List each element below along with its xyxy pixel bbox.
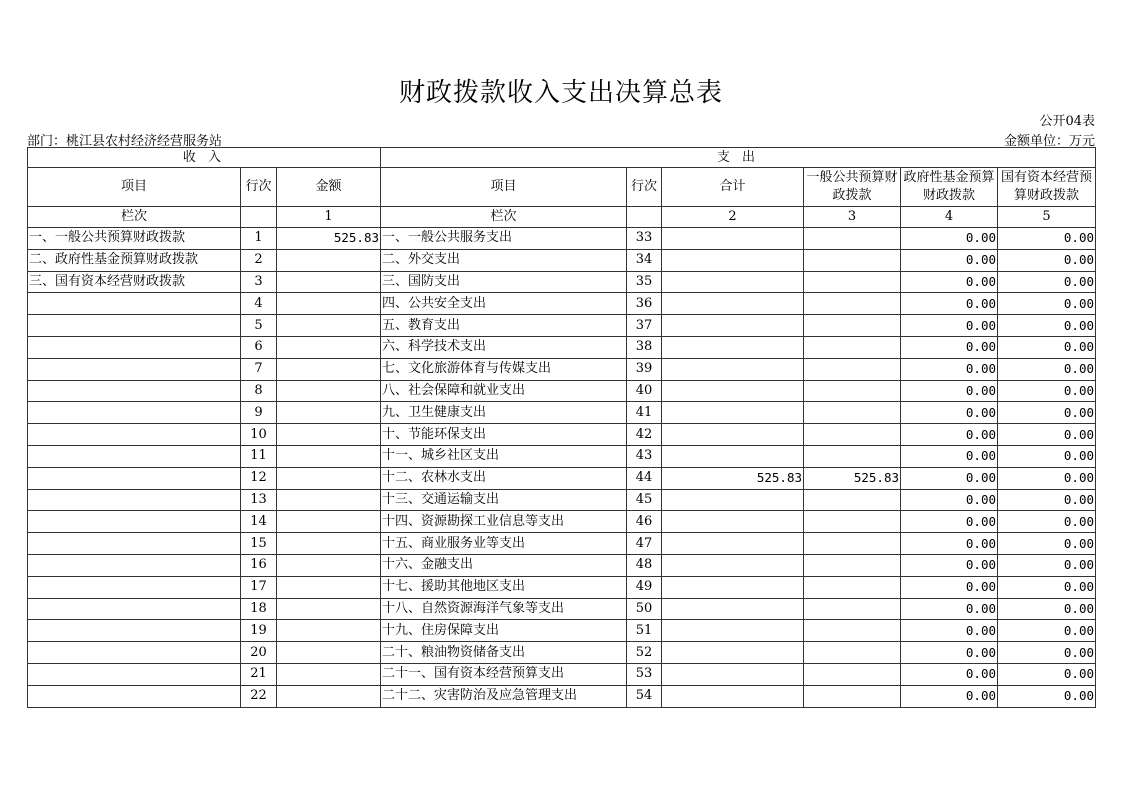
income-row-number: 14 [241,511,277,533]
state-capital-amount: 0.00 [998,598,1096,620]
income-row-number: 18 [241,598,277,620]
fund-budget-amount: 0.00 [901,467,998,489]
state-capital-amount: 0.00 [998,533,1096,555]
state-capital-amount: 0.00 [998,576,1096,598]
general-budget-amount [804,576,901,598]
state-capital-amount: 0.00 [998,336,1096,358]
income-item [28,642,241,664]
fund-budget-amount: 0.00 [901,402,998,424]
expense-row-number: 45 [627,489,662,511]
expense-total [662,249,804,271]
income-item: 三、国有资本经营财政拨款 [28,271,241,293]
general-budget-amount [804,533,901,555]
expense-total [662,533,804,555]
state-capital-amount: 0.00 [998,424,1096,446]
income-row-number: 17 [241,576,277,598]
expense-row-number: 46 [627,511,662,533]
income-row-number: 2 [241,249,277,271]
amount-unit-label: 金额单位：万元 [1003,134,1095,149]
expense-item: 十一、城乡社区支出 [381,445,627,467]
expense-item: 三、国防支出 [381,271,627,293]
income-item [28,554,241,576]
state-capital-amount: 0.00 [998,249,1096,271]
expense-row-number: 44 [627,467,662,489]
expense-row-number: 34 [627,249,662,271]
state-capital-amount: 0.00 [998,358,1096,380]
expense-item: 四、公共安全支出 [381,293,627,315]
income-item [28,424,241,446]
income-row-number: 13 [241,489,277,511]
table-row [28,358,1096,380]
expense-total [662,315,804,337]
state-capital-amount: 0.00 [998,663,1096,685]
column-index-row [28,207,1096,228]
general-budget-amount [804,663,901,685]
income-item [28,380,241,402]
department-label: 部门：桃江县农村经济经营服务站 [27,134,223,149]
table-row [28,249,1096,271]
index-3: 3 [804,207,901,228]
expense-item: 八、社会保障和就业支出 [381,380,627,402]
fund-budget-amount: 0.00 [901,315,998,337]
income-amount [277,511,381,533]
table-row [28,533,1096,555]
col-header-total: 合计 [662,168,804,207]
col-header-state-capital: 国有资本经营预算财政拨款 [998,168,1096,207]
expense-total [662,380,804,402]
col-header-expense-row: 行次 [627,168,662,207]
state-capital-amount: 0.00 [998,228,1096,250]
income-item [28,358,241,380]
general-budget-amount: 525.83 [804,467,901,489]
income-amount [277,489,381,511]
fund-budget-amount: 0.00 [901,489,998,511]
expense-total [662,228,804,250]
col-header-general-budget: 一般公共预算财政拨款 [804,168,901,207]
fund-budget-amount: 0.00 [901,554,998,576]
income-amount [277,315,381,337]
expense-item: 十五、商业服务业等支出 [381,533,627,555]
income-amount [277,642,381,664]
general-budget-amount [804,402,901,424]
income-item [28,489,241,511]
expense-item: 十七、援助其他地区支出 [381,576,627,598]
expense-row-number: 40 [627,380,662,402]
expense-total [662,620,804,642]
expense-total [662,511,804,533]
expense-total [662,293,804,315]
col-header-fund-budget: 政府性基金预算财政拨款 [901,168,998,207]
income-row-number: 21 [241,663,277,685]
expense-total [662,598,804,620]
expense-row-number: 48 [627,554,662,576]
table-row [28,467,1096,489]
income-amount [277,685,381,707]
general-budget-amount [804,315,901,337]
income-amount: 525.83 [277,228,381,250]
expense-row-number: 54 [627,685,662,707]
state-capital-amount: 0.00 [998,293,1096,315]
expense-item: 十六、金融支出 [381,554,627,576]
fund-budget-amount: 0.00 [901,685,998,707]
expense-section-header: 支 出 [381,148,1096,168]
table-row [28,554,1096,576]
table-row [28,424,1096,446]
col-header-income-item: 项目 [28,168,241,207]
general-budget-amount [804,511,901,533]
fund-budget-amount: 0.00 [901,271,998,293]
expense-item: 十四、资源勘探工业信息等支出 [381,511,627,533]
table-row [28,620,1096,642]
expense-row-number: 47 [627,533,662,555]
table-row [28,445,1096,467]
income-item: 一、一般公共预算财政拨款 [28,228,241,250]
expense-row-number: 37 [627,315,662,337]
income-item [28,402,241,424]
income-item [28,467,241,489]
general-budget-amount [804,249,901,271]
index-2: 2 [662,207,804,228]
income-row-number: 12 [241,467,277,489]
fund-budget-amount: 0.00 [901,533,998,555]
expense-total [662,685,804,707]
income-row-number: 6 [241,336,277,358]
income-amount [277,358,381,380]
state-capital-amount: 0.00 [998,445,1096,467]
state-capital-amount: 0.00 [998,402,1096,424]
expense-total [662,271,804,293]
expense-item: 七、文化旅游体育与传媒支出 [381,358,627,380]
expense-total [662,402,804,424]
expense-item: 十、节能环保支出 [381,424,627,446]
expense-item: 二十一、国有资本经营预算支出 [381,663,627,685]
income-row-number: 9 [241,402,277,424]
income-row-number: 5 [241,315,277,337]
income-row-number: 3 [241,271,277,293]
state-capital-amount: 0.00 [998,467,1096,489]
col-header-income-row: 行次 [241,168,277,207]
index-empty-2 [627,207,662,228]
expense-total [662,554,804,576]
state-capital-amount: 0.00 [998,271,1096,293]
income-amount [277,663,381,685]
income-amount [277,554,381,576]
expense-total [662,663,804,685]
fund-budget-amount: 0.00 [901,598,998,620]
income-row-number: 15 [241,533,277,555]
table-row [28,315,1096,337]
table-row [28,642,1096,664]
general-budget-amount [804,489,901,511]
income-row-number: 7 [241,358,277,380]
table-row [28,489,1096,511]
state-capital-amount: 0.00 [998,489,1096,511]
expense-item: 二十二、灾害防治及应急管理支出 [381,685,627,707]
expense-item: 十二、农林水支出 [381,467,627,489]
state-capital-amount: 0.00 [998,685,1096,707]
expense-row-number: 41 [627,402,662,424]
income-amount [277,620,381,642]
general-budget-amount [804,380,901,402]
general-budget-amount [804,598,901,620]
expense-item: 十八、自然资源海洋气象等支出 [381,598,627,620]
expense-item: 九、卫生健康支出 [381,402,627,424]
index-5: 5 [998,207,1096,228]
income-item [28,293,241,315]
income-row-number: 1 [241,228,277,250]
expense-item: 一、一般公共服务支出 [381,228,627,250]
general-budget-amount [804,445,901,467]
general-budget-amount [804,293,901,315]
budget-summary-table [27,147,1096,708]
general-budget-amount [804,685,901,707]
expense-item: 十三、交通运输支出 [381,489,627,511]
expense-row-number: 50 [627,598,662,620]
income-amount [277,336,381,358]
expense-item: 十九、住房保障支出 [381,620,627,642]
index-label: 栏次 [28,207,241,228]
expense-row-number: 42 [627,424,662,446]
income-amount [277,424,381,446]
fund-budget-amount: 0.00 [901,620,998,642]
income-row-number: 20 [241,642,277,664]
col-header-expense-item: 项目 [381,168,627,207]
income-item [28,685,241,707]
fund-budget-amount: 0.00 [901,576,998,598]
general-budget-amount [804,271,901,293]
fund-budget-amount: 0.00 [901,642,998,664]
income-amount [277,533,381,555]
general-budget-amount [804,620,901,642]
general-budget-amount [804,424,901,446]
income-amount [277,576,381,598]
expense-item: 二、外交支出 [381,249,627,271]
income-section-header: 收 入 [28,148,381,168]
income-amount [277,402,381,424]
state-capital-amount: 0.00 [998,315,1096,337]
expense-row-number: 38 [627,336,662,358]
table-row [28,402,1096,424]
income-amount [277,598,381,620]
income-row-number: 16 [241,554,277,576]
income-item [28,315,241,337]
form-number: 公开04表 [1039,114,1095,129]
income-amount [277,271,381,293]
income-amount [277,445,381,467]
section-header-row [28,148,1096,168]
expense-row-number: 43 [627,445,662,467]
expense-row-number: 53 [627,663,662,685]
table-row [28,576,1096,598]
income-row-number: 10 [241,424,277,446]
expense-total [662,642,804,664]
table-row [28,663,1096,685]
expense-row-number: 52 [627,642,662,664]
income-item [28,620,241,642]
income-item [28,511,241,533]
expense-row-number: 36 [627,293,662,315]
general-budget-amount [804,228,901,250]
fund-budget-amount: 0.00 [901,424,998,446]
income-row-number: 8 [241,380,277,402]
table-row [28,293,1096,315]
income-item [28,598,241,620]
fund-budget-amount: 0.00 [901,249,998,271]
expense-row-number: 33 [627,228,662,250]
income-item [28,576,241,598]
expense-total [662,336,804,358]
income-row-number: 19 [241,620,277,642]
expense-row-number: 35 [627,271,662,293]
income-item [28,445,241,467]
expense-item: 五、教育支出 [381,315,627,337]
table-row [28,511,1096,533]
index-1: 1 [277,207,381,228]
income-row-number: 22 [241,685,277,707]
general-budget-amount [804,554,901,576]
income-item [28,663,241,685]
table-row [28,271,1096,293]
income-item: 二、政府性基金预算财政拨款 [28,249,241,271]
index-4: 4 [901,207,998,228]
general-budget-amount [804,336,901,358]
column-header-row [28,168,1096,207]
expense-row-number: 49 [627,576,662,598]
fund-budget-amount: 0.00 [901,511,998,533]
expense-total [662,445,804,467]
index-empty [241,207,277,228]
income-amount [277,380,381,402]
page-title: 财政拨款收入支出决算总表 [398,78,723,108]
table-row [28,685,1096,707]
general-budget-amount [804,358,901,380]
expense-row-number: 39 [627,358,662,380]
state-capital-amount: 0.00 [998,642,1096,664]
index-label-2: 栏次 [381,207,627,228]
income-amount [277,293,381,315]
general-budget-amount [804,642,901,664]
fund-budget-amount: 0.00 [901,380,998,402]
state-capital-amount: 0.00 [998,380,1096,402]
table-row [28,598,1096,620]
table-row [28,380,1096,402]
state-capital-amount: 0.00 [998,620,1096,642]
expense-item: 六、科学技术支出 [381,336,627,358]
income-amount [277,467,381,489]
income-row-number: 4 [241,293,277,315]
table-row [28,336,1096,358]
fund-budget-amount: 0.00 [901,293,998,315]
expense-total [662,576,804,598]
table-row [28,228,1096,250]
expense-total [662,424,804,446]
income-item [28,533,241,555]
fund-budget-amount: 0.00 [901,358,998,380]
expense-total: 525.83 [662,467,804,489]
state-capital-amount: 0.00 [998,554,1096,576]
expense-row-number: 51 [627,620,662,642]
income-item [28,336,241,358]
income-row-number: 11 [241,445,277,467]
expense-total [662,358,804,380]
fund-budget-amount: 0.00 [901,445,998,467]
fund-budget-amount: 0.00 [901,228,998,250]
expense-item: 二十、粮油物资储备支出 [381,642,627,664]
state-capital-amount: 0.00 [998,511,1096,533]
col-header-income-amount: 金额 [277,168,381,207]
fund-budget-amount: 0.00 [901,336,998,358]
expense-total [662,489,804,511]
income-amount [277,249,381,271]
fund-budget-amount: 0.00 [901,663,998,685]
